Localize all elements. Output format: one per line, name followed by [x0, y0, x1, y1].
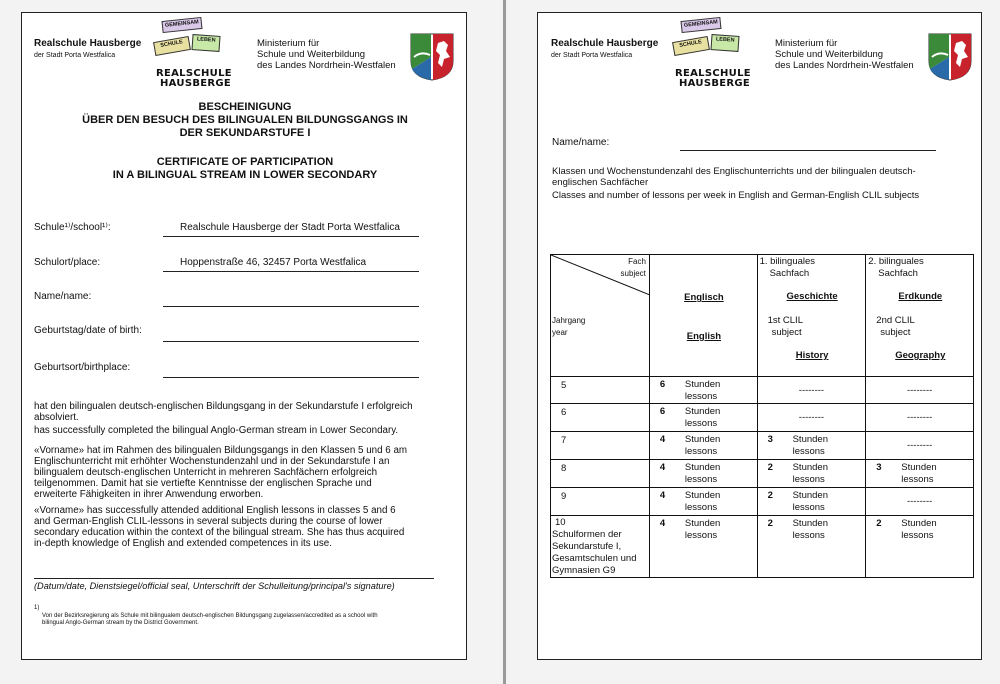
header-history: 1. bilinguales Sachfach Geschichte 1st CLIL subject History	[757, 255, 866, 377]
logo-block-gemeinsam: GEMEINSAM	[680, 17, 721, 33]
school-name: Realschule Hausberge	[34, 38, 142, 49]
pob-label: Geburtsort/birthplace:	[34, 362, 131, 373]
header-corner-cell: Fach subject Jahrgang year	[551, 255, 650, 377]
logo-text: REALSCHULE HAUSBERGE	[156, 68, 232, 89]
geography-cell: --------	[866, 377, 974, 404]
intro-text-en: Classes and number of lessons per week in English and German-English CLIL subjects	[552, 190, 920, 201]
year-cell: 6	[551, 404, 650, 432]
english-cell: 4 Stunden lessons	[649, 432, 757, 460]
ministry-name: Ministerium für Schule und Weiterbildung des Landes Nordrhein-Westfalen	[775, 38, 914, 71]
school-subtitle: der Stadt Porta Westfalica	[551, 52, 633, 59]
signature-line	[34, 578, 434, 579]
footnote-text: Von der Bezirksregierung als Schule mit bilingualem deutsch-englischen Bildungsgang zugelassen/accredited as a school with bilingual Anglo-German stream by the District Government.	[42, 613, 378, 626]
ministry-name: Ministerium für Schule und Weiterbildung des Landes Nordrhein-Westfalen	[257, 38, 396, 71]
name-field[interactable]	[163, 306, 419, 307]
geography-cell: 2 Stunden lessons	[866, 516, 974, 578]
header-geography: 2. bilinguales Sachfach Erdkunde 2nd CLIL subject Geography	[866, 255, 974, 377]
logo-block-leben: LEBEN	[710, 34, 739, 52]
place-underline	[163, 271, 419, 272]
certificate-title-de: BESCHEINIGUNG ÜBER DEN BESUCH DES BILINGUALEN BILDUNGSGANGS IN DER SEKUNDARSTUFE I	[82, 101, 408, 139]
footnote-mark: 1)	[34, 605, 40, 611]
year-cell: 8	[551, 460, 650, 488]
nrw-crest-icon	[410, 33, 454, 81]
completion-text-en: has successfully completed the bilingual Anglo-German stream in Lower Secondary.	[34, 425, 399, 436]
english-cell: 6 Stunden lessons	[649, 377, 757, 404]
english-cell: 4 Stunden lessons	[649, 516, 757, 578]
table-row	[551, 404, 974, 432]
logo-block-schule: SCHULE	[672, 36, 710, 56]
geography-cell: --------	[866, 488, 974, 516]
year-cell: 5	[551, 377, 650, 404]
year-cell: 7	[551, 432, 650, 460]
english-cell: 6 Stunden lessons	[649, 404, 757, 432]
lesson-table	[550, 254, 974, 578]
school-value: Realschule Hausberge der Stadt Porta Westfalica	[180, 222, 400, 233]
completion-text-de: hat den bilingualen deutsch-englischen Bildungsgang in der Sekundarstufe I erfolgreich absolviert.	[34, 401, 413, 423]
geography-cell: 3 Stunden lessons	[866, 460, 974, 488]
intro-text-de: Klassen und Wochenstundenzahl des Englischunterrichts und der bilingualen deutsch- englischen Sachfächer	[552, 166, 916, 188]
english-cell: 4 Stunden lessons	[649, 488, 757, 516]
table-row	[551, 432, 974, 460]
nrw-crest-icon	[928, 33, 972, 81]
table-row	[551, 377, 974, 404]
year-cell: 10 Schulformen der Sekundarstufe I, Gesamtschulen und Gymnasien G9	[551, 516, 650, 578]
page-divider	[503, 0, 506, 684]
english-cell: 4 Stunden lessons	[649, 460, 757, 488]
history-cell: --------	[757, 377, 866, 404]
school-underline	[163, 236, 419, 237]
history-cell: 2 Stunden lessons	[757, 460, 866, 488]
place-label: Schulort/place:	[34, 257, 101, 268]
school-label: Schule¹⁾/school¹⁾:	[34, 222, 111, 233]
table-row	[551, 460, 974, 488]
certificate-page	[21, 12, 467, 660]
logo-block-schule: SCHULE	[153, 36, 191, 56]
history-cell: 2 Stunden lessons	[757, 516, 866, 578]
school-logo	[144, 17, 240, 97]
dob-label: Geburtstag/date of birth:	[34, 325, 142, 336]
history-cell: 2 Stunden lessons	[757, 488, 866, 516]
header-english: Englisch English	[649, 255, 757, 377]
school-logo	[663, 17, 759, 97]
geography-cell: --------	[866, 404, 974, 432]
geography-cell: --------	[866, 432, 974, 460]
certificate-title-en: CERTIFICATE OF PARTICIPATION IN A BILINGUAL STREAM IN LOWER SECONDARY	[112, 156, 378, 181]
pob-field[interactable]	[163, 377, 419, 378]
description-en: «Vorname» has successfully attended additional English lessons in classes 5 and 6 and German-English CLIL-lessons in several subjects during the course of lower secondary education within the context of the bilingual stream. She has thus acquired in-depth knowledge of English and extended competences in its use.	[34, 505, 405, 549]
history-cell: 3 Stunden lessons	[757, 432, 866, 460]
name-label: Name/name:	[34, 291, 92, 302]
table-header-row	[551, 255, 974, 377]
table-row	[551, 516, 974, 578]
dob-field[interactable]	[163, 341, 419, 342]
logo-block-leben: LEBEN	[191, 34, 220, 52]
name-field[interactable]	[680, 150, 936, 151]
table-row	[551, 488, 974, 516]
logo-text: REALSCHULE HAUSBERGE	[675, 68, 751, 89]
logo-block-gemeinsam: GEMEINSAM	[161, 17, 202, 33]
lesson-table-page	[537, 12, 982, 660]
name-label: Name/name:	[552, 137, 610, 148]
signature-caption: (Datum/date, Dienstsiegel/official seal, Unterschrift der Schulleitung/principal's signature)	[34, 581, 395, 591]
school-name: Realschule Hausberge	[551, 38, 659, 49]
year-cell: 9	[551, 488, 650, 516]
history-cell: --------	[757, 404, 866, 432]
school-subtitle: der Stadt Porta Westfalica	[34, 52, 116, 59]
description-de: «Vorname» hat im Rahmen des bilingualen Bildungsgangs in den Klassen 5 und 6 am Englischunterricht mit erhöhter Wochenstundenzahl und in der Sekundarstufe I an bilingualem deutsch-englischen Unterricht in mehreren Sachfächern erfolgreich teilgenommen. Damit hat sie vertiefte Kenntnisse der englischen Sprache und erweiterte Fähigkeiten in ihrer Anwendung erworben.	[34, 445, 408, 500]
place-value: Hoppenstraße 46, 32457 Porta Westfalica	[180, 257, 367, 268]
